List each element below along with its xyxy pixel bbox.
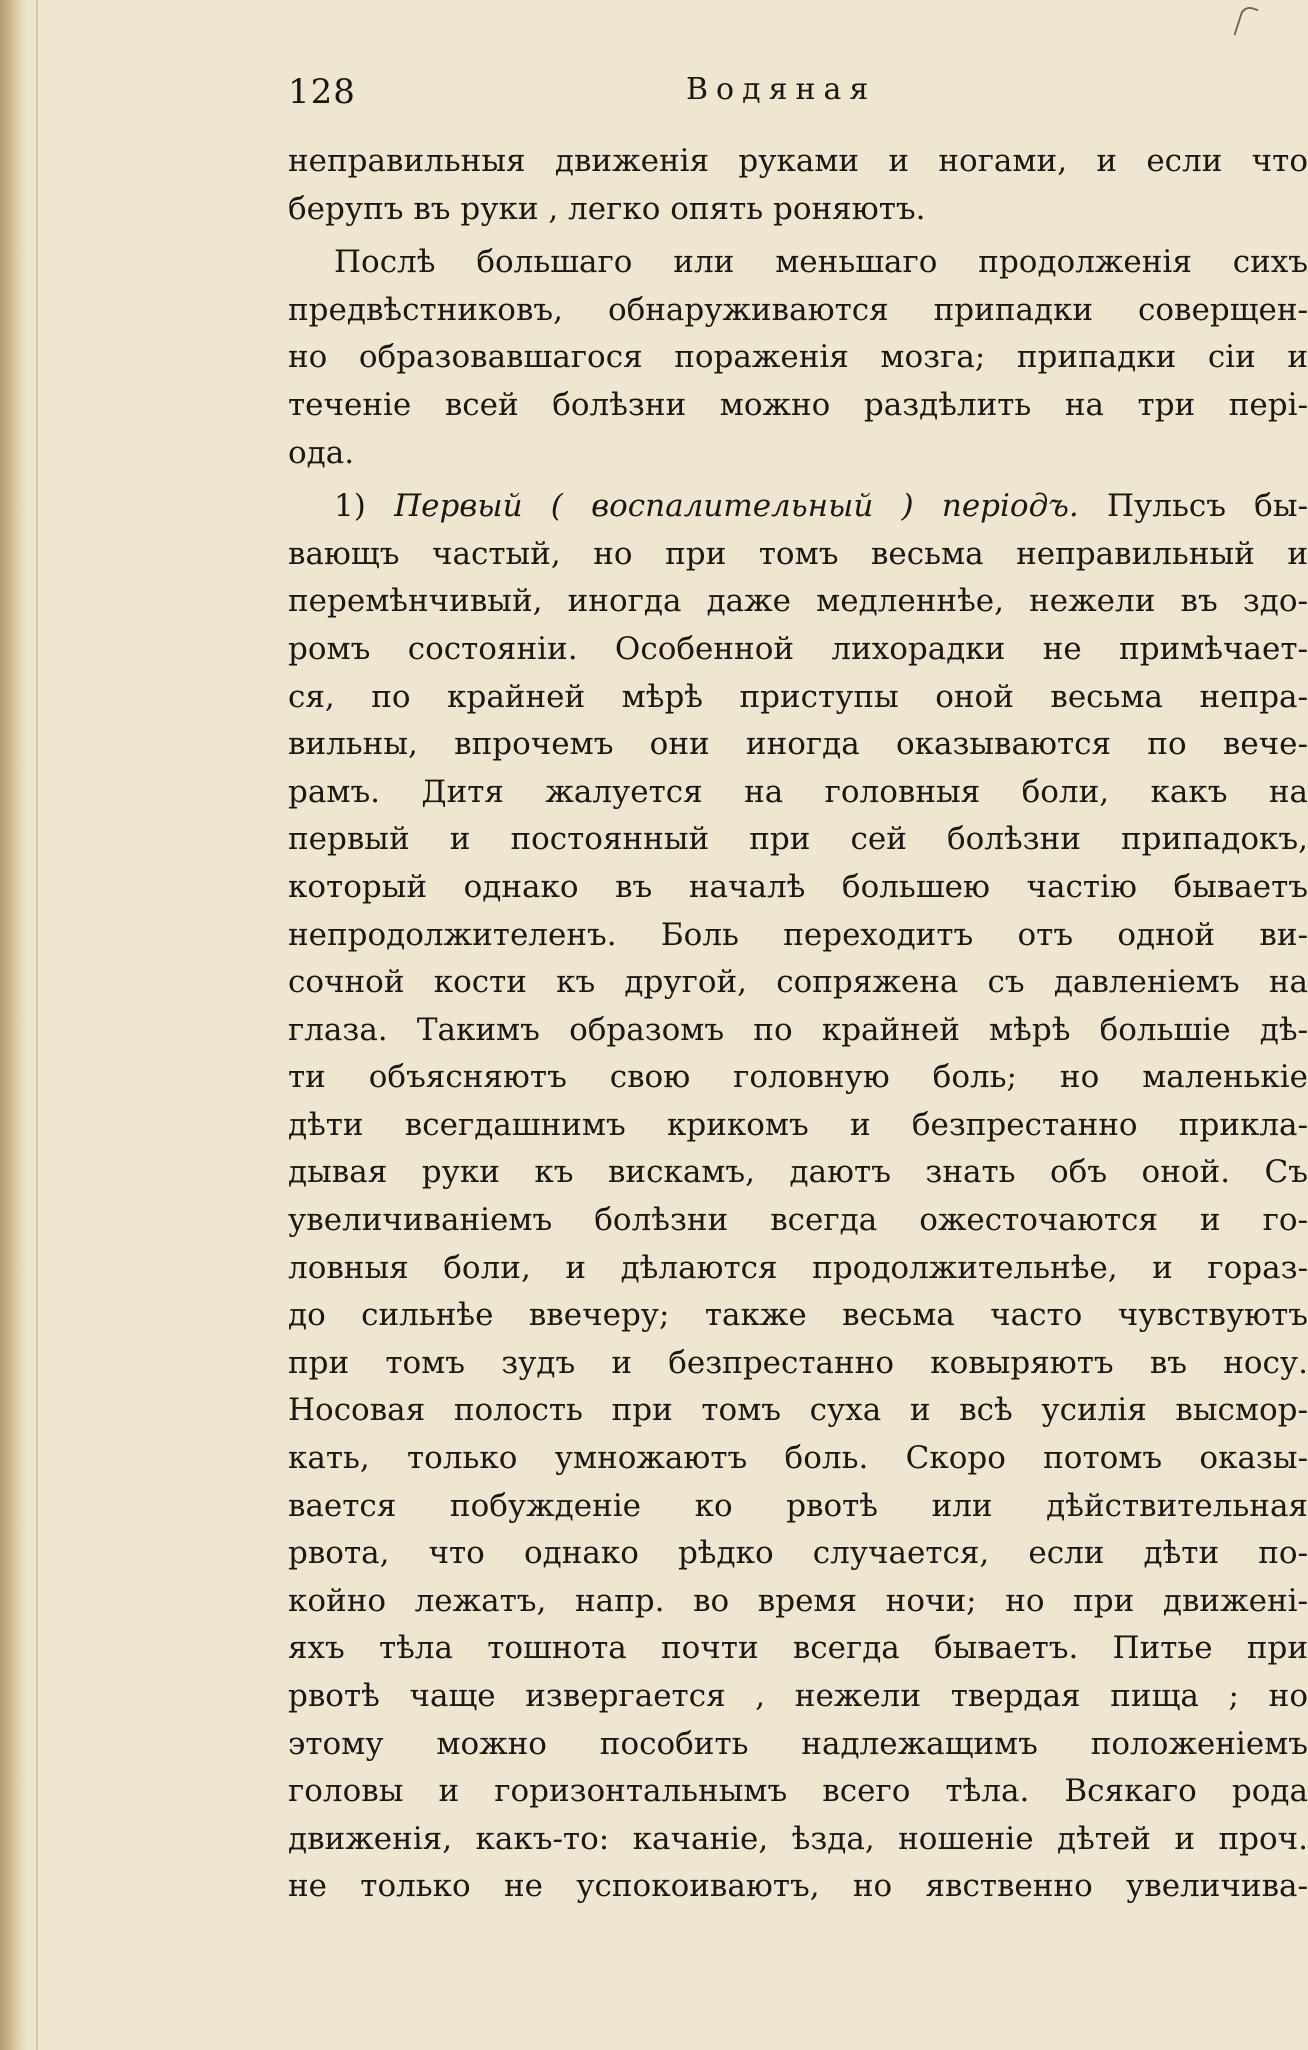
text-line: предвѣстниковъ, обнаруживаются припадки соверщен- xyxy=(288,291,1308,328)
text-line: перемѣнчивый, иногда даже медленнѣе, нежели въ здо- xyxy=(288,583,1308,620)
text-line: при томъ зудъ и безпрестанно ковыряютъ въ носу. xyxy=(288,1344,1308,1381)
book-page xyxy=(60,0,1308,2050)
period-heading-rest: Пульсъ бы- xyxy=(1107,488,1308,525)
text-line: рвотѣ чаще извергается , нежели твердая пища ; но xyxy=(288,1678,1308,1714)
text-line: увеличиваніемъ болѣзни всегда ожесточаются и го- xyxy=(288,1202,1308,1239)
text-line: рамъ. Дитя жалуется на головныя боли, какъ на xyxy=(288,773,1308,810)
text-line: глаза. Такимъ образомъ по крайней мѣрѣ большіе дѣ- xyxy=(288,1011,1308,1048)
text-line: ти объясняютъ свою головную боль; но маленькіе xyxy=(288,1059,1308,1096)
text-line: вающъ частый, но при томъ весьма неправильный и xyxy=(288,535,1308,572)
text-line: ода. xyxy=(288,434,355,471)
pencil-mark-icon xyxy=(1233,4,1258,39)
running-head: Водяная xyxy=(686,72,877,107)
text-line: движенія, какъ-то: качаніе, ѣзда, ношеніе дѣтей и проч. xyxy=(288,1820,1308,1857)
text-line: дѣти всегдашнимъ крикомъ и безпрестанно прикла- xyxy=(288,1106,1308,1143)
text-line: ся, по крайней мѣрѣ приступы оной весьма непра- xyxy=(288,678,1308,715)
text-line: непродолжителенъ. Боль переходитъ отъ одной ви- xyxy=(288,916,1308,953)
text-line: до сильнѣе ввечеру; также весьма часто чувствуютъ xyxy=(288,1297,1308,1334)
text-line: койно лежатъ, напр. во время ночи; но при движені- xyxy=(288,1582,1308,1619)
text-line: головы и горизонтальнымъ всего тѣла. Всякаго рода xyxy=(288,1773,1308,1810)
text-line: который однако въ началѣ большею частію бываетъ xyxy=(288,868,1308,905)
text-line: но образовавшагося пораженія мозга; припадки сіи и xyxy=(288,339,1308,376)
text-line: первый и постоянный при сей болѣзни припадокъ, xyxy=(288,821,1308,858)
text-line: вильны, впрочемъ они иногда оказываются по вече- xyxy=(288,726,1308,763)
text-line: яхъ тѣла тошнота почти всегда бываетъ. Питье при xyxy=(288,1630,1308,1667)
page-gutter-line xyxy=(36,0,38,2050)
text-line: сочной кости къ другой, сопряжена съ давленіемъ на xyxy=(288,964,1308,1001)
book-spine-shadow xyxy=(0,0,28,2050)
text-line: этому можно пособить надлежащимъ положеніемъ xyxy=(288,1725,1308,1762)
text-line: ромъ состояніи. Особенной лихорадки не примѣчает- xyxy=(288,630,1308,667)
period-number: 1) xyxy=(334,488,366,525)
page-header xyxy=(288,72,1308,132)
text-line: кать, только умножаютъ боль. Скоро потомъ оказы- xyxy=(288,1440,1308,1477)
text-line: Послѣ большаго или меньшаго продолженія сихъ xyxy=(334,244,1308,281)
text-line: Носовая полость при томъ суха и всѣ усилія высмор- xyxy=(288,1392,1308,1429)
text-line: рвота, что однако рѣдко случается, если дѣти по- xyxy=(288,1535,1308,1572)
text-line: дывая руки къ вискамъ, даютъ знать объ оной. Съ xyxy=(288,1154,1308,1191)
period-heading-line xyxy=(288,483,1308,531)
text-line: ловныя боли, и дѣлаются продолжительнѣе, и гораз- xyxy=(288,1249,1308,1286)
text-line: вается побужденіе ко рвотѣ или дѣйствительная xyxy=(288,1487,1308,1524)
text-line: неправильныя движенія руками и ногами, и если что xyxy=(288,143,1308,179)
page-number: 128 xyxy=(288,72,356,112)
body-text xyxy=(288,138,1308,1911)
period-title: Первый ( воспалительный ) періодъ. xyxy=(394,488,1079,525)
text-line: берупъ въ руки , легко опять роняютъ. xyxy=(288,190,926,227)
text-line: теченіе всей болѣзни можно раздѣлить на три пері- xyxy=(288,386,1308,423)
text-line: не только не успокоиваютъ, но явственно увеличива- xyxy=(288,1868,1308,1905)
